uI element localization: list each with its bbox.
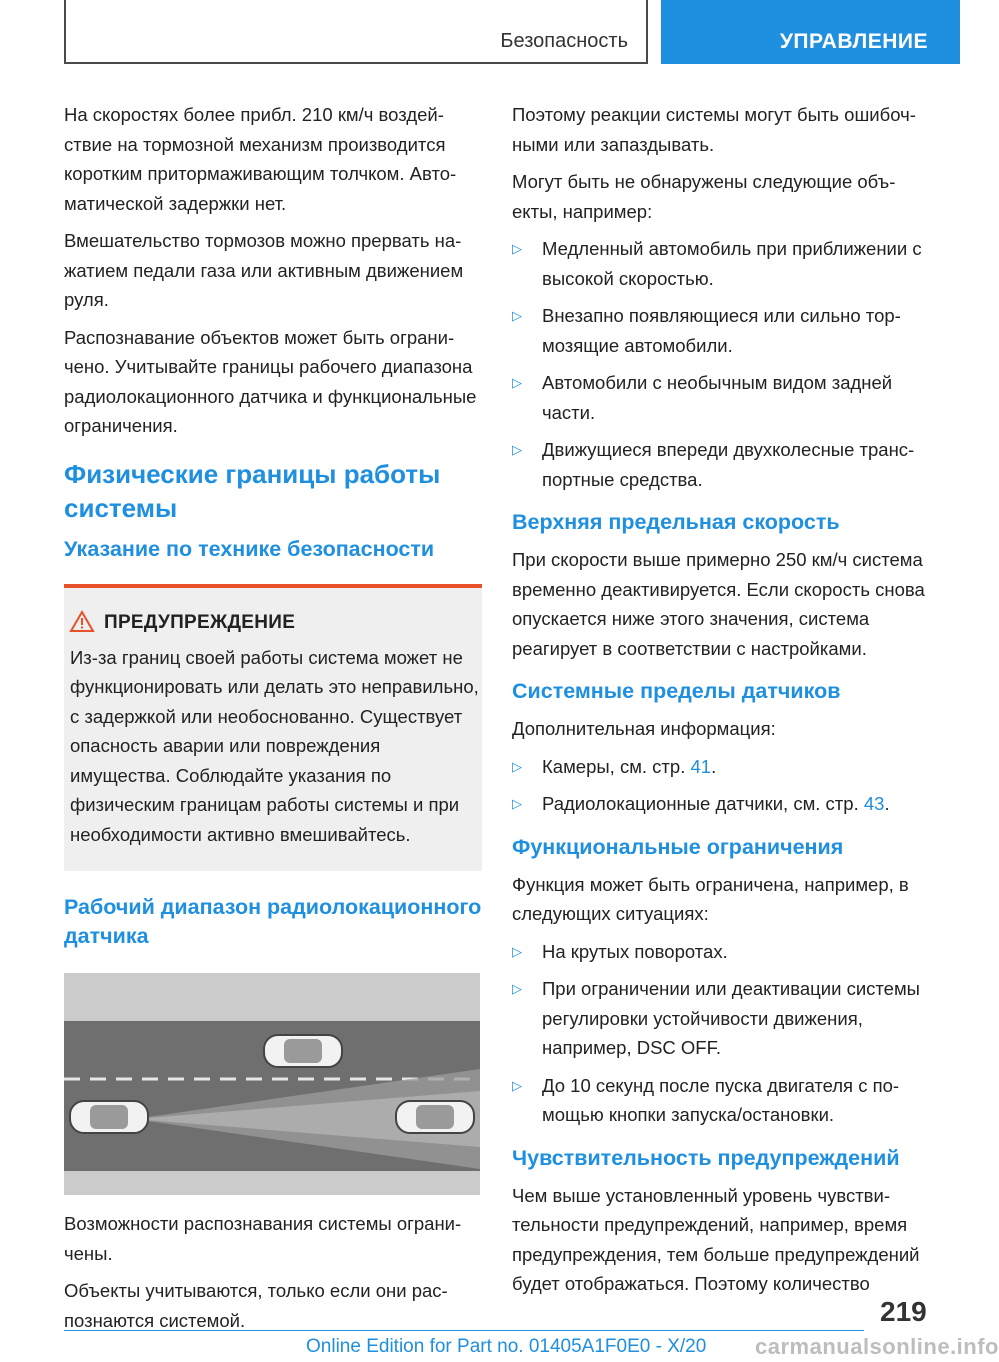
triangle-bullet-icon: ▷ [512,442,522,457]
undetected-objects-list [512,234,932,494]
paragraph: Возможности распознавания системы ограничены. [64,1213,462,1264]
paragraph: Чем выше установленный уровень чувствительности предупреждений, например, время предупреждения, тем больше предупреждений будет отображаться. Поэтому количество [512,1184,920,1294]
header-section-tab [64,0,648,64]
list-item: ▷ Внезапно появляющиеся или сильно тормозящие автомобили. [512,301,932,360]
paragraph: Распознавание объектов может быть ограничено. Учитывайте границы рабочего диапазона радиолокационного датчика и функциональные ограничения. [64,326,477,436]
car-front-left-lane [264,1035,342,1067]
triangle-bullet-icon: ▷ [512,758,522,774]
list-item: ▷ На крутых поворотах. [512,937,932,967]
right-column [512,100,932,1307]
warning-header [70,610,482,637]
heading-radar-range: Рабочий диапазон радиолокационного датчика [64,895,482,948]
heading-warning-sensitivity: Чувствительность предупреждений [512,1145,900,1170]
triangle-bullet-icon: ▷ [512,981,522,996]
paragraph: Могут быть не обнаружены следующие объекты, например: [512,171,896,222]
page-link-41[interactable]: 41 [690,755,712,777]
list-item: ▷ Медленный автомобиль при приближении с высокой скоростью. [512,234,932,293]
heading-functional-limits: Функциональные ограничения [512,834,844,859]
section-tab-label: Безопасность [500,30,628,52]
functional-limits-list [512,937,932,1130]
paragraph: Функция может быть ограничена, например, в следующих ситуациях: [512,873,909,924]
heading-physical-limits: Физические границы работы системы [64,458,441,523]
list-item: ▷ Радиолокационные датчики, см. стр. 43. [512,789,932,819]
own-car [70,1101,148,1133]
paragraph: При скорости выше примерно 250 км/ч система временно деактивируется. Если скорость снова опускается ниже этого значения, система реагирует в соответствии с настройками. [512,549,925,659]
heading-safety-note: Указание по технике безопасности [64,536,435,561]
triangle-bullet-icon: ▷ [512,796,522,811]
sensor-links-list [512,752,932,819]
list-item: ▷ До 10 секунд после пуска двигателя с помощью кнопки запуска/остановки. [512,1071,932,1130]
paragraph: Поэтому реакции системы могут быть ошибочными или запаздывать. [512,104,916,155]
paragraph: Объекты учитываются, только если они распознаются системой. [64,1280,448,1331]
page-link-43[interactable]: 43 [863,793,885,814]
chapter-tab-label: УПРАВЛЕНИЕ [779,30,928,53]
paragraph: Вмешательство тормозов можно прервать нажатием педали газа или активным движением руля. [64,230,464,310]
footer-watermark: carmanualsonline.info [755,1334,999,1359]
footer-divider [64,1330,864,1331]
paragraph: Дополнительная информация: [512,718,776,739]
footer-edition: Online Edition for Part no. 01405A1F0E0 - X/20 [306,1336,707,1357]
list-item: ▷ Камеры, см. стр. 41. [512,752,932,782]
list-item: ▷ При ограничении или деактивации системы регулировки устойчивости движения, например, DSC OFF. [512,974,932,1063]
triangle-bullet-icon: ▷ [512,308,522,323]
warning-triangle-icon [70,610,94,637]
triangle-bullet-icon: ▷ [512,241,522,256]
left-column [64,100,482,1343]
radar-range-illustration [64,973,480,1195]
heading-sensor-limits: Системные пределы датчиков [512,679,841,703]
list-item: ▷ Автомобили с необычным видом задней части. [512,368,932,427]
paragraph: На скоростях более прибл. 210 км/ч воздействие на тормозной механизм производится коротким притормаживающим толчком. Автоматической задержки нет. [64,104,457,214]
page-number: 219 [880,1296,927,1327]
triangle-bullet-icon: ▷ [512,943,522,959]
triangle-bullet-icon: ▷ [512,1077,522,1093]
warning-text: Из-за границ своей работы система может не функционировать или делать это неправильно, с задержкой или необоснованно. Существует опасность аварии или повреждения имущества. Соблюдайте указания по физическим границам работы системы и при необходимости активно вмешивайтесь. [70,646,479,845]
list-item: ▷ Движущиеся впереди двухколесные транспортные средства. [512,435,932,494]
triangle-bullet-icon: ▷ [512,375,522,390]
heading-upper-speed: Верхняя предельная скорость [512,510,840,534]
header-chapter-tab [661,0,960,64]
warning-title: ПРЕДУПРЕЖДЕНИЕ [104,612,296,633]
warning-box [64,584,482,872]
car-front-same-lane [396,1101,474,1133]
